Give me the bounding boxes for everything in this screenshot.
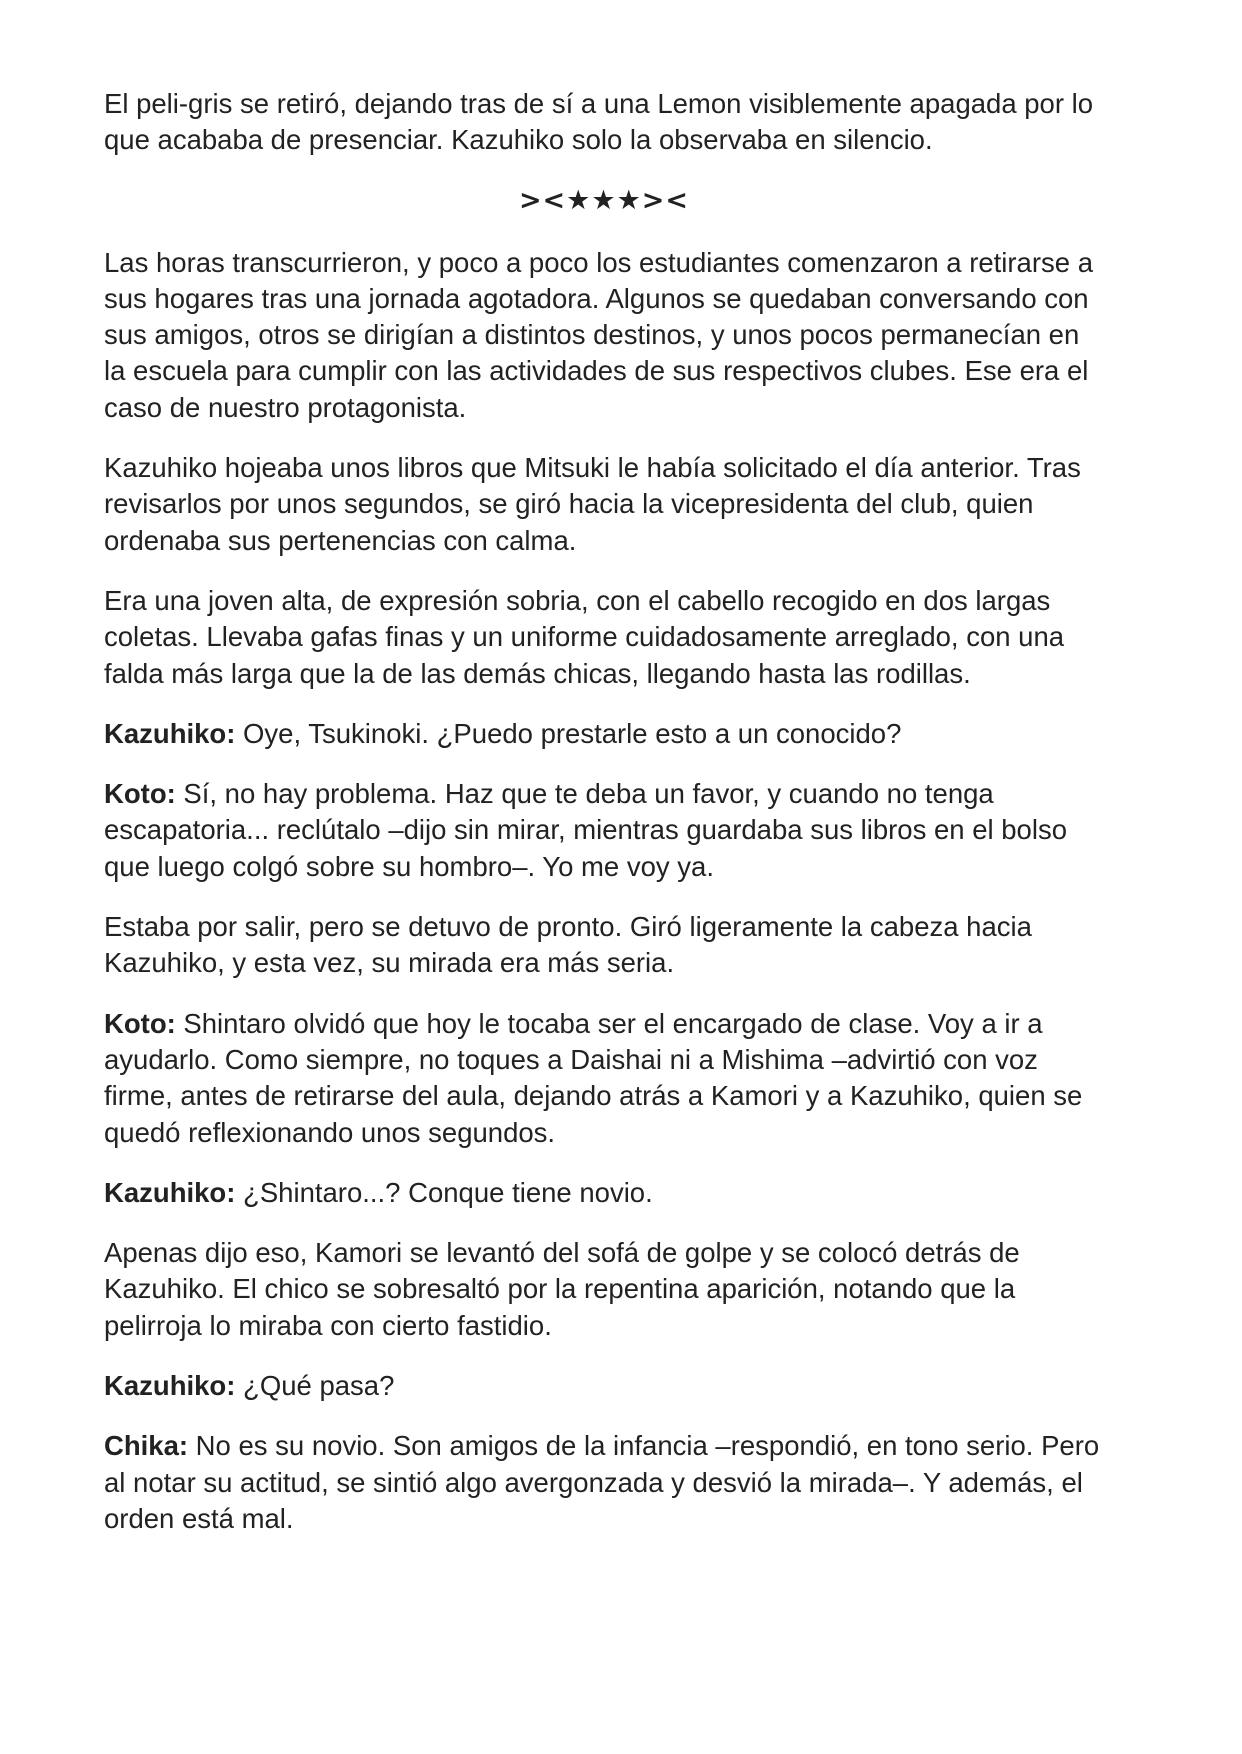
dialogue-paragraph [104,1368,1104,1404]
dialogue-text: ¿Shintaro...? Conque tiene novio. [235,1176,653,1208]
scene-separator: ><★★★>< [518,184,690,216]
dialogue-paragraph [104,1175,1104,1211]
speaker-name: Koto: [104,1007,176,1039]
dialogue-text: Oye, Tsukinoki. ¿Puedo prestarle esto a un conocido? [235,717,902,749]
document-body [104,86,1104,1561]
narration-paragraph: El peli-gris se retiró, dejando tras de sí a una Lemon visiblemente apagada por lo que acababa de presenciar. Kazuhiko solo la observaba en silencio. [104,88,1094,156]
dialogue-paragraph [104,776,1104,885]
narration-paragraph: Era una joven alta, de expresión sobria, con el cabello recogido en dos largas coletas. Llevaba gafas finas y un uniforme cuidadosamente arreglado, con una falda más larga que la de las demás chicas, llegando hasta las rodillas. [104,584,1065,689]
speaker-name: Chika: [104,1430,189,1462]
speaker-name: Koto: [104,778,176,810]
speaker-name: Kazuhiko: [104,1176,236,1208]
speaker-name: Kazuhiko: [104,1370,236,1402]
dialogue-text: ¿Qué pasa? [235,1370,395,1402]
dialogue-paragraph [104,1428,1104,1537]
dialogue-text: Sí, no hay problema. Haz que te deba un favor, y cuando no tenga escapatoria... reclútalo –dijo sin mirar, mientras guardaba sus libros en el bolso que luego colgó sobre su hombro–. Yo me voy ya. [104,778,1067,882]
narration-paragraph: Estaba por salir, pero se detuvo de pronto. Giró ligeramente la cabeza hacia Kazuhiko, y esta vez, su mirada era más seria. [104,911,1032,979]
dialogue-paragraph [104,716,1104,752]
narration-paragraph: Apenas dijo eso, Kamori se levantó del sofá de golpe y se colocó detrás de Kazuhiko. El chico se sobresaltó por la repentina aparición, notando que la pelirroja lo miraba con cierto fastidio. [104,1237,1020,1341]
dialogue-text: Shintaro olvidó que hoy le tocaba ser el encargado de clase. Voy a ir a ayudarlo. Como siempre, no toques a Daishai ni a Mishima –advirtió con voz firme, antes de retirarse del aula, dejando atrás a Kamori y a Kazuhiko, quien se quedó reflexionando unos segundos. [104,1007,1083,1148]
narration-paragraph: Las horas transcurrieron, y poco a poco los estudiantes comenzaron a retirarse a sus hogares tras una jornada agotadora. Algunos se quedaban conversando con sus amigos, otros se dirigían a distintos destinos, y unos pocos permanecían en la escuela para cumplir con las actividades de sus respectivos clubes. Ese era el caso de nuestro protagonista. [104,246,1093,423]
narration-paragraph: Kazuhiko hojeaba unos libros que Mitsuki le había solicitado el día anterior. Tras revisarlos por unos segundos, se giró hacia la vicepresidenta del club, quien ordenaba sus pertenencias con calma. [104,452,1081,556]
speaker-name: Kazuhiko: [104,717,236,749]
dialogue-paragraph [104,1006,1104,1151]
dialogue-text: No es su novio. Son amigos de la infancia –respondió, en tono serio. Pero al notar su actitud, se sintió algo avergonzada y desvió la mirada–. Y además, el orden está mal. [104,1430,1100,1534]
